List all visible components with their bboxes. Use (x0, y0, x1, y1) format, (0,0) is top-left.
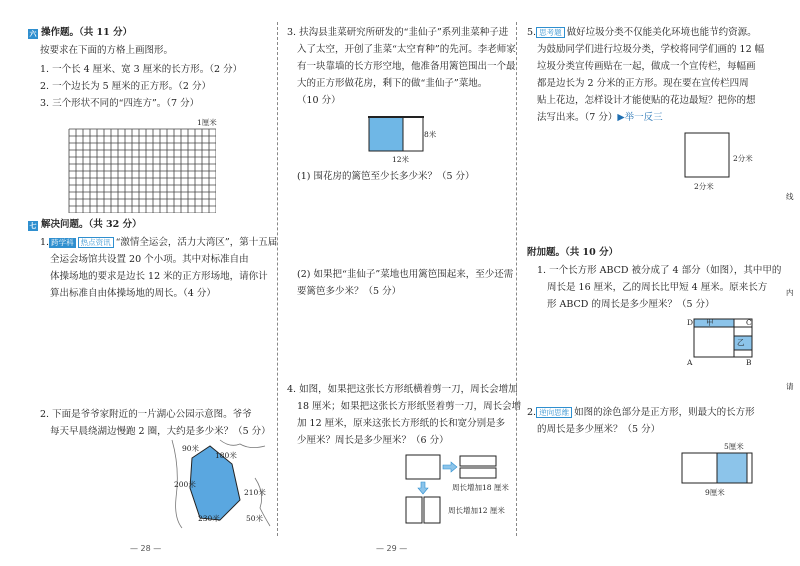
poster-side-label: 2分米 (733, 154, 753, 163)
paper-cut-label-1: 周长增加18 厘米 (452, 483, 509, 492)
problem-5-line-5: 贴上花边，怎样设计才能使贴的花边最短？把你的想 (537, 95, 756, 106)
problem-5-number: 5. (527, 27, 537, 38)
extra-2-number: 2. (527, 407, 537, 418)
problem-1-line-2: 全运会场馆共设置 20 个小项。其中对标准自由 (50, 254, 249, 265)
problem-5-line-1 (527, 26, 757, 39)
problem-1-text-1: “激情全运会，活力大湾区”，第十五届 (115, 237, 278, 248)
question-6-1: 1. 一个长 4 厘米、宽 3 厘米的长方形。（2 分） (40, 64, 243, 75)
section-7-badge: 七 (29, 222, 37, 230)
problem-5-line-2: 为鼓励同学们进行垃圾分类，学校将同学们画的 12 幅 (537, 44, 765, 55)
lake-label-200: 200米 (174, 480, 196, 489)
problem-5-text-6: 法写出来。（7 分） (537, 112, 618, 123)
section-6-heading (28, 26, 132, 39)
extra-2-line-1 (527, 406, 755, 419)
garden-side-label: 8米 (424, 130, 437, 139)
problem-3-line-4: 大的正方形做花房，剩下的做“韭仙子”菜地。 (297, 78, 488, 89)
problem-3-sub-2-line-1: (2) 如果把“韭仙子”菜地也用篱笆围起来，至少还需 (297, 269, 514, 280)
extra-1-line-2: 周长是 16 厘米，乙的周长比甲短 4 厘米。原来长方 (547, 282, 768, 293)
extra-section-title: 附加题。（共 10 分） (527, 247, 619, 258)
problem-5-line-6 (537, 111, 663, 124)
region-jia: 甲 (706, 318, 714, 327)
problem-3-line-5: （10 分） (297, 95, 341, 106)
nested-rectangle-figure (681, 452, 753, 484)
cross-discipline-tag: 跨学科 (51, 238, 74, 247)
lake-label-90: 90米 (182, 444, 200, 453)
problem-4-line-3: 加 12 厘米，原来这张长方形纸的长和宽分别是多 (297, 418, 506, 429)
thinking-tag: 思考题 (536, 27, 565, 38)
reverse-thinking-tag: 逆向思维 (536, 407, 572, 418)
problem-4-line-1: 4. 如图，如果把这张长方形纸横着剪一刀，周长会增加 (287, 384, 518, 395)
problem-3-line-2: 入了太空，开创了韭菜“太空育种”的先河。李老师家 (297, 44, 516, 55)
nested-rect-bottom-label: 9厘米 (705, 488, 725, 497)
lake-label-230: 230米 (198, 514, 220, 523)
lake-label-50: 50米 (246, 514, 264, 523)
vertex-d: D (687, 318, 694, 327)
problem-3-line-1: 3. 扶沟县韭菜研究所研发的“韭仙子”系列韭菜种子进 (287, 27, 509, 38)
paper-cut-label-2: 周长增加12 厘米 (448, 506, 505, 515)
section-6-badge: 六 (29, 30, 37, 38)
section-7-title: 解决问题。（共 32 分） (41, 219, 142, 230)
grid-unit-label: 1厘米 (197, 118, 217, 127)
edge-char-1: 线 (786, 192, 794, 201)
edge-char-2: 内 (786, 288, 794, 297)
problem-3-line-3: 有一块靠墙的长方形空地，他准备用篱笆围出一个最 (297, 61, 516, 72)
poster-bottom-label: 2分米 (694, 182, 714, 191)
question-6-2: 2. 一个边长为 5 厘米的正方形。（2 分） (40, 81, 211, 92)
vertex-b: B (746, 358, 752, 367)
nested-rect-top-label: 5厘米 (724, 442, 744, 451)
problem-5-text-1: 做好垃圾分类不仅能美化环境也能节约资源。 (566, 27, 757, 38)
vertex-a: A (687, 358, 693, 367)
page-number-right: — 29 — (376, 544, 408, 553)
column-divider-right (516, 22, 517, 536)
column-divider-left (277, 22, 278, 536)
problem-4-line-2: 18 厘米；如果把这张长方形纸竖着剪一刀，周长会增 (297, 401, 522, 412)
region-yi: 乙 (737, 338, 745, 347)
section-7-heading (28, 218, 142, 231)
edge-char-3: 请 (786, 382, 794, 391)
problem-2-line-2: 每天早晨绕湖边慢跑 2 圈，大约是多少米？（5 分） (50, 426, 271, 437)
vertex-c: C (746, 318, 752, 327)
page-number-left: — 28 — (130, 544, 162, 553)
garden-bottom-label: 12米 (392, 155, 410, 164)
poster-square-figure (684, 132, 732, 180)
hot-news-tag: 热点资讯 (78, 237, 114, 248)
lake-label-210: 210米 (244, 488, 266, 497)
lake-label-180: 180米 (215, 451, 237, 460)
extra-2-line-2: 的周长是多少厘米？（5 分） (537, 424, 661, 435)
problem-5-line-3: 垃圾分类宣传画贴在一起，做成一个宣传栏，每幅画 (537, 61, 756, 72)
extra-2-text-1: 如图的涂色部分是正方形，则最大的长方形 (574, 407, 755, 418)
extra-1-line-1: 1. 一个长方形 ABCD 被分成了 4 部分（如图），其中甲的 (537, 265, 782, 276)
problem-2-line-1: 2. 下面是爷爷家附近的一片湖心公园示意图。爷爷 (40, 409, 252, 420)
problem-3-sub-1: (1) 围花房的篱笆至少长多少米？（5 分） (297, 171, 475, 182)
problem-1-number: 1. (40, 237, 50, 248)
garden-figure (368, 116, 428, 152)
section-6-intro: 按要求在下面的方格上画图形。 (40, 45, 174, 56)
problem-1-line-1 (40, 236, 277, 249)
problem-1-line-3: 体操场地的要求是边长 12 米的正方形场地，请你计 (50, 271, 268, 282)
problem-3-sub-2-line-2: 要篱笆多少米？（5 分） (297, 286, 402, 297)
section-6-title: 操作题。（共 11 分） (41, 27, 133, 38)
extra-1-line-3: 形 ABCD 的周长是多少厘米？（5 分） (547, 299, 715, 310)
question-6-3: 3. 三个形状不同的“四连方”。（7 分） (40, 98, 200, 109)
drawing-grid (68, 128, 216, 213)
problem-1-line-4: 算出标准自由体操场地的周长。（4 分） (50, 288, 216, 299)
problem-4-line-4: 少厘米？周长是多少厘米？（6 分） (297, 435, 449, 446)
extend-practice-link[interactable]: ▶举一反三 (617, 112, 663, 123)
problem-5-line-4: 都是边长为 2 分米的正方形。现在要在宣传栏四周 (537, 78, 749, 89)
